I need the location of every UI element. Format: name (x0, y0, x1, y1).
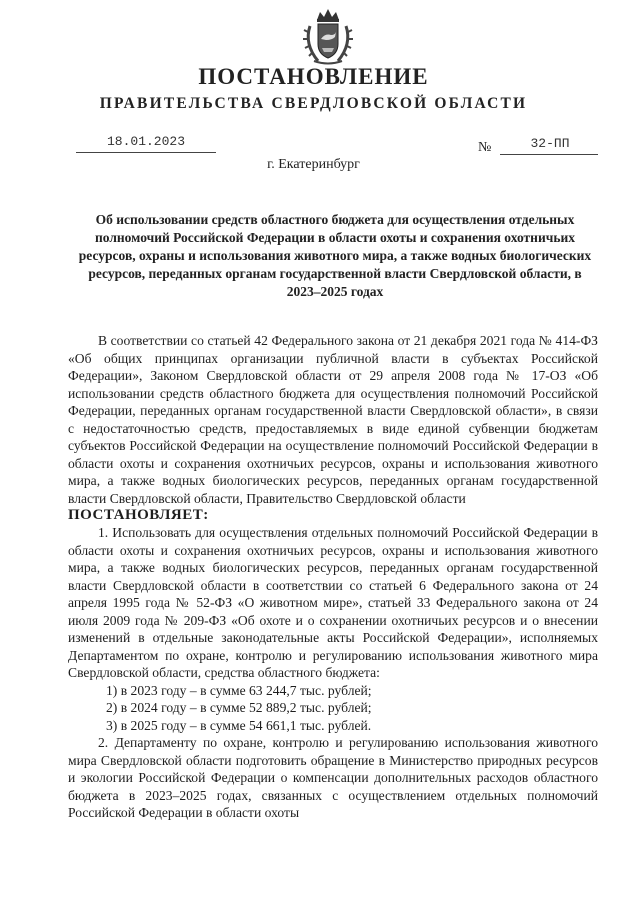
item-1-paragraph: 1. Использовать для осуществления отдельных полномочий Российской Федерации в области охоты и сохранения охотничьих ресурсов, охраны и использования животного мира, а также водных биологических ресурсов, переданных органам государственной власти Свердловской области в соответствии со статьей 6 Федерального закона от 24 апреля 1995 года № 52-ФЗ «О животном мире», статьей 33 Федерального закона от 24 июля 2009 года № 209-ФЗ «Об охоте и о сохранении охотничьих ресурсов и о внесении изменений в отдельные законодательные акты Российской Федерации», исполняемых Департаментом по охране, контролю и регулированию использования животного мира Свердловской области, средства областного бюджета: (68, 525, 598, 680)
document-date: 18.01.2023 (106, 134, 185, 149)
item-2-paragraph: 2. Департаменту по охране, контролю и регулированию использования животного мира Свердловской области подготовить обращение в Министерство природных ресурсов и экологии Российской Федерации о компенсации дополнительных расходов областного бюджета в 2023–2025 годах, связанных с осуществлением отдельных полномочий Российской Федерации в области охоты (68, 735, 598, 820)
document-type-heading: ПОСТАНОВЛЕНИЕ (198, 64, 429, 89)
sverdlovsk-coat-of-arms-icon (298, 6, 358, 66)
number-underline (500, 154, 598, 155)
date-underline (76, 152, 216, 153)
number-sign: № (478, 140, 492, 155)
document-number: 32-ПП (530, 136, 570, 151)
preamble-paragraph: В соответствии со статьей 42 Федерального закона от 21 декабря 2021 года № 414-ФЗ «Об общих принципах организации публичной власти в субъектах Российской Федерации», Законом Свердловской области от 29 апреля 2008 года № 17-ОЗ «Об использовании средств областного бюджета для осуществления полномочий Российской Федерации, переданных органам государственной власти Свердловской области», в связи с недостаточностью средств, предоставляемых в виде единой субвенции бюджетам субъектов Российской Федерации на осуществление полномочий Российской Федерации в области охоты и сохранения охотничьих ресурсов, охраны и использования животного мира, а также водных биологических ресурсов, переданных органам государственной власти Свердловской области, Правительство Свердловской области (68, 333, 598, 506)
document-body (68, 332, 598, 822)
document-title: Об использовании средств областного бюджета для осуществления отдельных полномочий Российской Федерации в области охоты и сохранения охотничьих ресурсов, охраны и использования животного мира, а также водных биологических ресурсов, переданных органам государственной власти Свердловской области, в 2023–2025 годах (78, 212, 592, 299)
decree-word: ПОСТАНОВЛЯЕТ: (68, 507, 209, 523)
city-name: г. Екатеринбург (267, 157, 360, 172)
issuing-authority: ПРАВИТЕЛЬСТВА СВЕРДЛОВСКОЙ ОБЛАСТИ (99, 95, 528, 112)
list-item: 3) в 2025 году – в сумме 54 661,1 тыс. рублей. (106, 717, 372, 733)
list-item: 2) в 2024 году – в сумме 52 889,2 тыс. рублей; (106, 700, 372, 715)
list-item: 1) в 2023 году – в сумме 63 244,7 тыс. рублей; (106, 682, 372, 698)
